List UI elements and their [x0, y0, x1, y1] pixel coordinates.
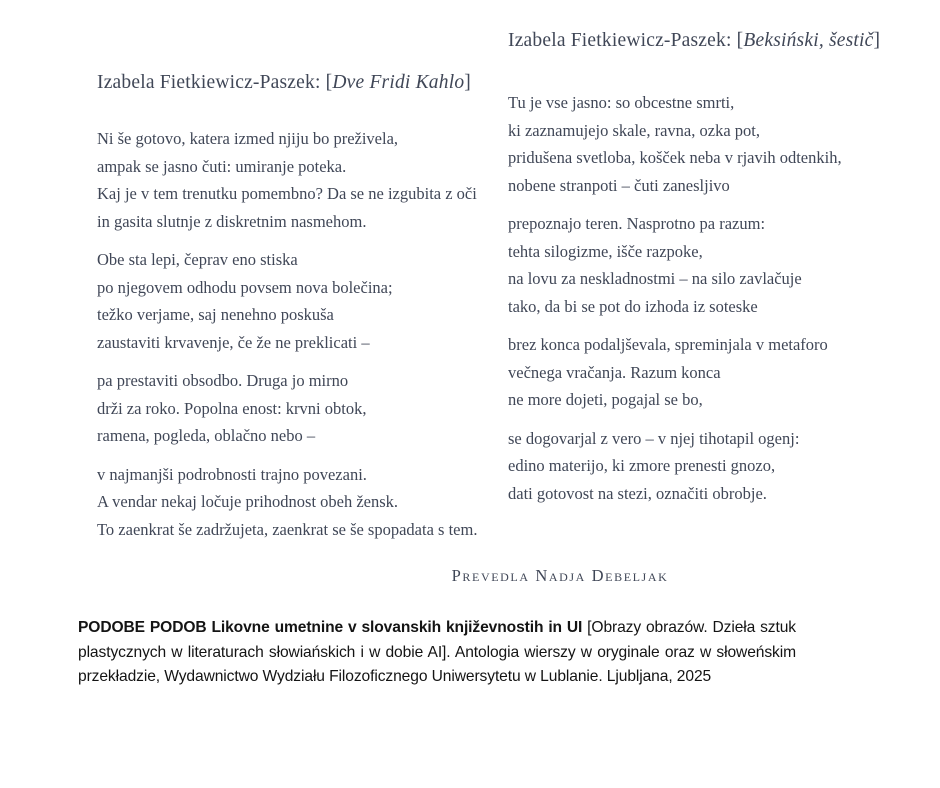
poem-line: ampak se jasno čuti: umiranje poteka. — [97, 156, 347, 176]
poem-line: in gasita slutnje z diskretnim nasmehom. — [97, 211, 367, 231]
poem-line: na lovu za neskladnostmi – na silo zavlačuje — [508, 269, 802, 288]
poem-line: drži za roko. Popolna enost: krvni obtok, — [97, 398, 367, 418]
stanza — [97, 461, 497, 544]
translator-credit: Prevedla Nadja Debeljak — [451, 566, 669, 585]
poem-right-body — [508, 89, 918, 507]
stanza — [97, 246, 497, 356]
poem-line: A vendar nekaj ločuje prihodnost obeh žensk. — [97, 492, 399, 511]
bibliography-caption — [78, 616, 796, 690]
poem-line: tehta silogizme, išče razpoke, — [508, 241, 703, 261]
poem-line: ki zaznamujejo skale, ravna, ozka pot, — [508, 120, 760, 140]
poem-line: To zaenkrat še zadržujeta, zaenkrat se še spopadata s tem. — [97, 519, 478, 539]
bracket-close: ] — [873, 30, 881, 51]
bracket-open: [ — [325, 72, 333, 93]
poem-line: tako, da bi se pot do izhoda iz soteske — [508, 296, 758, 316]
poem-line: po njegovem odhodu povsem nova bolečina; — [97, 277, 393, 297]
poem-line: v najmanjši podrobnosti trajno povezani. — [97, 464, 367, 484]
poem-line: dati gotovost na stezi, označiti obrobje. — [508, 483, 767, 503]
poem-line: nobene stranpoti – čuti zanesljivo — [508, 175, 730, 195]
stanza — [97, 367, 497, 450]
poem-line: Kaj je v tem trenutku pomembno? Da se ne izgubita z oči — [97, 184, 477, 203]
poem-line: Ni še gotovo, katera izmed njiju bo preživela, — [97, 129, 399, 148]
caption-title-bold: PODOBE PODOB Likovne umetnine v slovanskih književnostih in UI — [78, 619, 583, 636]
poem-line: brez konca podaljševala, spreminjala v metaforo — [508, 335, 828, 354]
stanza — [508, 331, 918, 414]
poem-right-author: Izabela Fietkiewicz-Paszek: — [508, 30, 737, 51]
poem-line: ne more dojeti, pogajal se bo, — [508, 390, 703, 409]
poem-line: težko verjame, saj nenehno poskuša — [97, 305, 334, 324]
poem-left-title: Dve Fridi Kahlo — [332, 72, 465, 93]
poem-line: Tu je vse jasno: so obcestne smrti, — [508, 93, 735, 112]
poem-line: večnega vračanja. Razum konca — [508, 362, 721, 382]
bracket-open: [ — [736, 30, 744, 51]
poem-right-heading — [508, 30, 918, 52]
poem-line: pridušena svetloba, košček neba v rjavih odtenkih, — [508, 148, 842, 167]
caption-details: [Obrazy obrazów. Dzieła sztuk plastycznych w literaturach słowiańskich i w dobie AI]. Antologia wierszy w oryginale oraz w słoweńskim przekładzie, Wydawnictwo Wydziału Filozoficznego Uniwersytetu w Lublanie. Ljubljana, 2025 — [78, 619, 796, 685]
poem-left-heading — [97, 72, 497, 94]
poem-line: se dogovarjal z vero – v njej tihotapil ogenj: — [508, 428, 800, 448]
stanza — [508, 425, 918, 508]
poem-line: pa prestaviti obsodbo. Druga jo mirno — [97, 371, 349, 390]
poem-left-author: Izabela Fietkiewicz-Paszek: — [97, 72, 326, 93]
stanza — [97, 125, 497, 235]
poem-line: edino materijo, ki zmore prenesti gnozo, — [508, 456, 776, 475]
poem-right — [508, 30, 918, 518]
poem-left-body — [97, 125, 497, 543]
poem-line: Obe sta lepi, čeprav eno stiska — [97, 250, 298, 269]
poem-left — [97, 72, 497, 554]
poem-line: zaustaviti krvavenje, če že ne preklicati – — [97, 332, 370, 352]
stanza — [508, 89, 918, 199]
bracket-close: ] — [464, 72, 471, 93]
stanza — [508, 210, 918, 320]
poem-line: prepoznajo teren. Nasprotno pa razum: — [508, 214, 766, 233]
poem-line: ramena, pogleda, oblačno nebo – — [97, 426, 316, 445]
poem-right-title: Beksiński, šestič — [743, 30, 874, 51]
